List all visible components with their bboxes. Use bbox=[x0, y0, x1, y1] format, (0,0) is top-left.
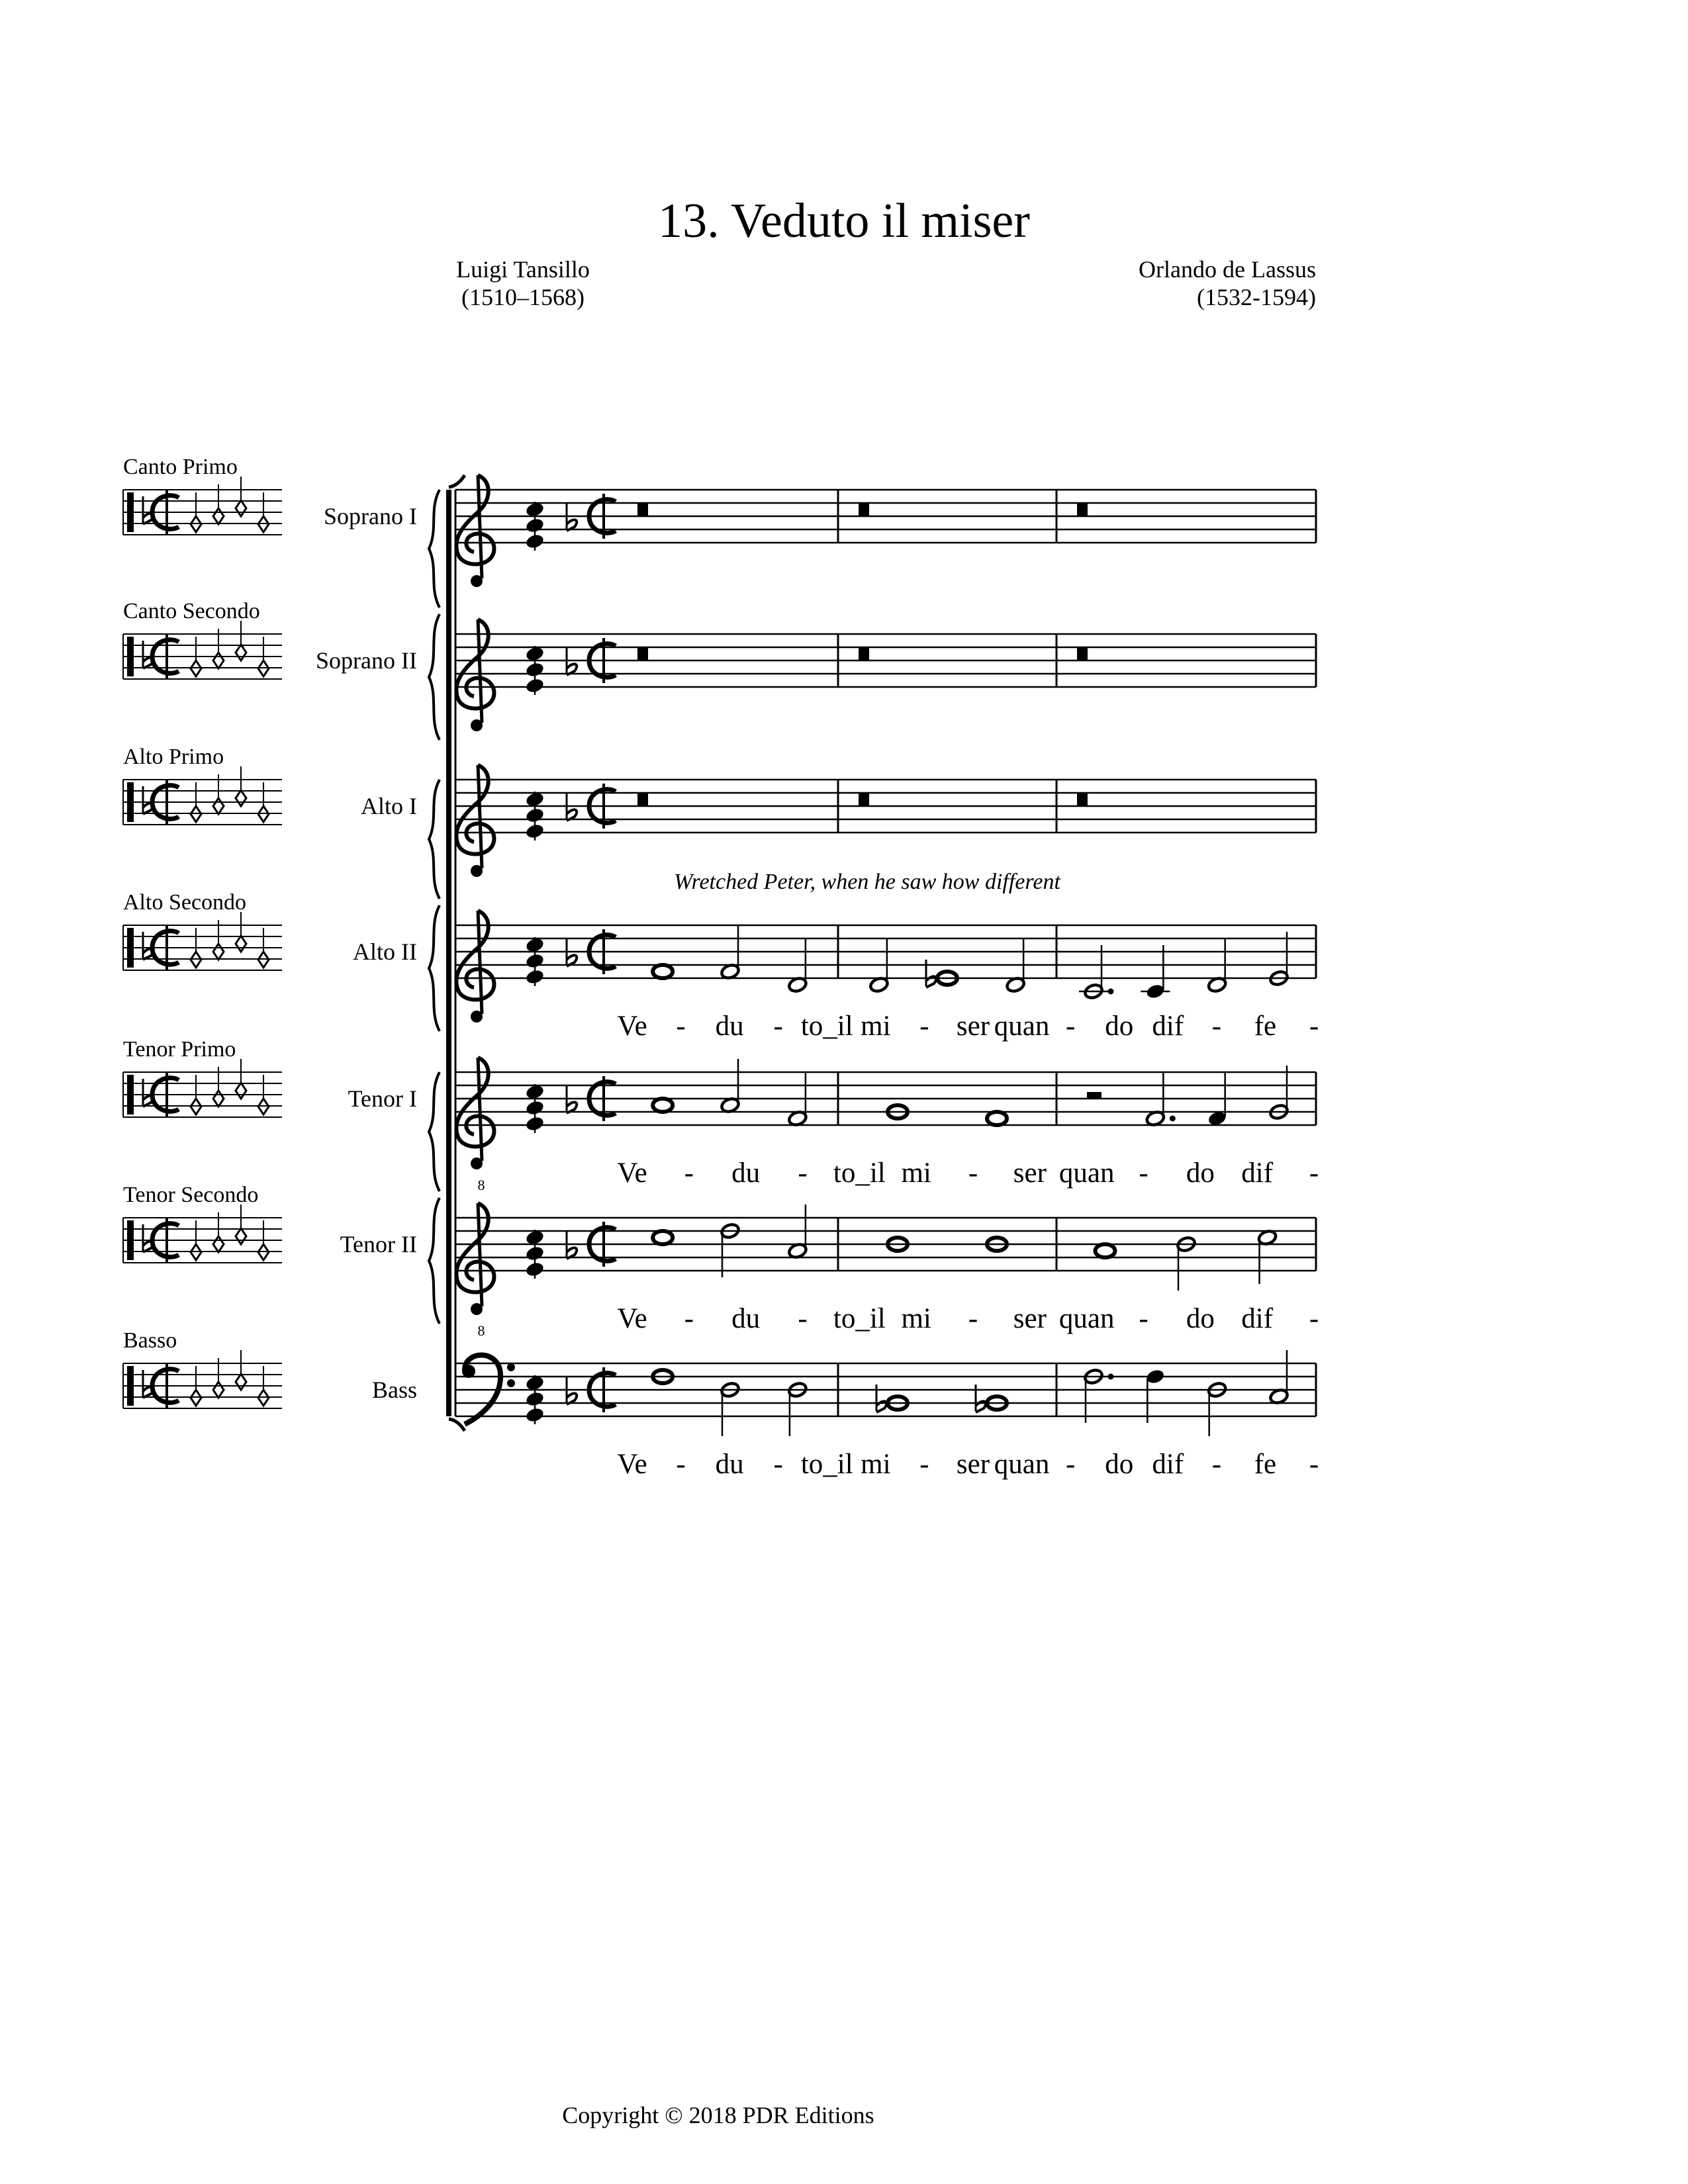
lyric-syllable: ser bbox=[956, 1011, 990, 1042]
lyric-syllable: to_il bbox=[800, 1449, 853, 1480]
staff-tenor-ii bbox=[340, 1203, 1319, 1339]
brace-tenor bbox=[429, 1072, 440, 1191]
brace-alto-2 bbox=[429, 905, 440, 1031]
lyric-hyphen: - bbox=[919, 1011, 929, 1042]
lyric-syllable: du bbox=[715, 1449, 744, 1480]
brace-soprano-2 bbox=[429, 614, 440, 740]
incipit-note bbox=[236, 1083, 246, 1099]
lyric-hyphen: - bbox=[773, 1449, 783, 1480]
lyric-syllable: ser bbox=[1013, 1303, 1047, 1334]
treble-clef bbox=[456, 475, 494, 587]
lyric-hyphen: - bbox=[1309, 1303, 1319, 1334]
incipit-label: Alto Secondo bbox=[123, 890, 247, 915]
poet-dates: (1510–1568) bbox=[461, 284, 585, 310]
lyric-hyphen: - bbox=[1065, 1011, 1076, 1042]
lyrics-line bbox=[617, 1011, 1319, 1042]
augmentation-dot bbox=[1108, 1374, 1114, 1380]
lyric-syllable: quan bbox=[994, 1449, 1050, 1480]
whole-rest bbox=[859, 503, 869, 516]
incipit-tenor-secondo bbox=[123, 1183, 282, 1263]
brace-tenor-2 bbox=[429, 1198, 440, 1324]
augmentation-dot bbox=[1170, 1116, 1176, 1122]
lyric-syllable: do bbox=[1105, 1011, 1134, 1042]
lyric-syllable: quan bbox=[1058, 1303, 1115, 1334]
lyric-hyphen: - bbox=[1211, 1449, 1222, 1480]
incipit-label: Tenor Secondo bbox=[123, 1183, 259, 1207]
incipit-label: Basso bbox=[123, 1328, 177, 1353]
augmentation-dot bbox=[1108, 989, 1114, 995]
incipit-clef bbox=[127, 637, 134, 676]
lyric-hyphen: - bbox=[919, 1449, 929, 1480]
lyric-syllable: Ve bbox=[617, 1303, 647, 1334]
lyric-syllable: Ve bbox=[617, 1158, 647, 1189]
lyric-syllable: mi bbox=[901, 1303, 931, 1334]
lyric-hyphen: - bbox=[684, 1158, 694, 1189]
score-title: 13. Veduto il miser bbox=[658, 194, 1030, 248]
voice-name: Soprano II bbox=[316, 647, 417, 674]
lyric-syllable: du bbox=[715, 1011, 744, 1042]
copyright-notice: Copyright © 2018 PDR Editions bbox=[562, 2102, 874, 2128]
voice-name: Tenor I bbox=[348, 1085, 417, 1112]
lyric-hyphen: - bbox=[1065, 1449, 1076, 1480]
incipit-note bbox=[213, 653, 224, 668]
lyric-hyphen: - bbox=[773, 1011, 783, 1042]
lyric-syllable: mi bbox=[901, 1158, 931, 1189]
octave-eight: 8 bbox=[477, 1177, 485, 1193]
treble-clef bbox=[456, 1203, 494, 1315]
incipit-note bbox=[236, 645, 246, 660]
composer-dates: (1532-1594) bbox=[1197, 284, 1316, 310]
brace-soprano bbox=[429, 490, 440, 608]
lyric-syllable: quan bbox=[994, 1011, 1050, 1042]
incipit-clef bbox=[127, 928, 134, 968]
lyric-hyphen: - bbox=[1309, 1011, 1319, 1042]
incipit-note bbox=[236, 1374, 246, 1390]
lyric-syllable: Ve bbox=[617, 1449, 647, 1480]
lyric-syllable: dif bbox=[1152, 1449, 1184, 1480]
lyric-syllable: Ve bbox=[617, 1011, 647, 1042]
accidental-flat bbox=[976, 1385, 986, 1412]
half-rest bbox=[1087, 1092, 1102, 1099]
incipit-label: Tenor Primo bbox=[123, 1037, 236, 1062]
incipit-note bbox=[213, 944, 224, 960]
lyric-syllable: do bbox=[1186, 1303, 1215, 1334]
lyric-syllable: dif bbox=[1241, 1158, 1274, 1189]
lyric-syllable: to_il bbox=[833, 1303, 886, 1334]
modern-score bbox=[316, 475, 1319, 1480]
lyric-hyphen: - bbox=[676, 1011, 686, 1042]
lyrics-line bbox=[617, 1449, 1319, 1480]
whole-rest bbox=[859, 793, 869, 806]
lyrics-line bbox=[617, 1158, 1319, 1189]
treble-clef bbox=[456, 1058, 494, 1169]
staff-soprano-ii bbox=[316, 619, 1316, 731]
voice-name: Alto I bbox=[361, 793, 417, 819]
whole-note bbox=[653, 1231, 673, 1244]
lyric-hyphen: - bbox=[798, 1303, 808, 1334]
incipit-label: Canto Primo bbox=[123, 455, 238, 479]
lyric-syllable: fe bbox=[1254, 1011, 1277, 1042]
lyric-syllable: ser bbox=[956, 1449, 990, 1480]
whole-rest bbox=[637, 503, 648, 516]
incipit-note bbox=[213, 1091, 224, 1107]
incipit-note bbox=[213, 798, 224, 814]
incipit-note bbox=[236, 500, 246, 516]
incipit-note bbox=[236, 1228, 246, 1244]
incipit-label: Canto Secondo bbox=[123, 599, 260, 623]
incipit-canto-secondo bbox=[123, 599, 282, 679]
lyric-syllable: fe bbox=[1254, 1449, 1277, 1480]
incipit-label: Alto Primo bbox=[123, 745, 224, 769]
lyric-hyphen: - bbox=[968, 1303, 978, 1334]
incipit-clef bbox=[127, 1075, 134, 1115]
lyric-syllable: to_il bbox=[833, 1158, 886, 1189]
lyric-syllable: to_il bbox=[800, 1011, 853, 1042]
incipit-alto-primo bbox=[123, 745, 282, 825]
whole-rest bbox=[1077, 503, 1088, 516]
lyric-syllable: do bbox=[1105, 1449, 1134, 1480]
lyric-hyphen: - bbox=[798, 1158, 808, 1189]
composer-name: Orlando de Lassus bbox=[1139, 256, 1316, 283]
incipit-note bbox=[236, 936, 246, 952]
incipit-basso bbox=[123, 1328, 282, 1408]
incipit-clef bbox=[127, 1220, 134, 1260]
staff-alto-i bbox=[361, 765, 1316, 877]
lyric-hyphen: - bbox=[1139, 1158, 1149, 1189]
quarter-note bbox=[1145, 983, 1166, 1000]
incipit-note bbox=[213, 1382, 224, 1398]
voice-name: Tenor II bbox=[340, 1231, 417, 1257]
whole-rest bbox=[1077, 793, 1088, 806]
accidental-flat bbox=[926, 960, 936, 987]
lyric-syllable: mi bbox=[861, 1011, 891, 1042]
whole-note bbox=[1096, 1244, 1115, 1257]
whole-rest bbox=[637, 647, 648, 660]
brace-alto bbox=[429, 780, 440, 899]
staff-soprano-i bbox=[324, 475, 1316, 587]
lyric-hyphen: - bbox=[1139, 1303, 1149, 1334]
staff-tenor-i bbox=[348, 1058, 1319, 1193]
incipit-clef bbox=[127, 1366, 134, 1406]
lyric-syllable: quan bbox=[1058, 1158, 1115, 1189]
lyric-syllable: du bbox=[731, 1158, 761, 1189]
original-clef-incipits bbox=[123, 455, 282, 1408]
lyric-syllable: du bbox=[731, 1303, 761, 1334]
octave-eight: 8 bbox=[477, 1322, 485, 1339]
quarter-note bbox=[1145, 1368, 1166, 1385]
lyric-hyphen: - bbox=[1309, 1449, 1319, 1480]
voice-name: Soprano I bbox=[324, 503, 417, 529]
lyric-hyphen: - bbox=[1211, 1011, 1222, 1042]
bracket-bottom-hook bbox=[449, 1419, 465, 1431]
lyric-hyphen: - bbox=[968, 1158, 978, 1189]
lyric-hyphen: - bbox=[676, 1449, 686, 1480]
whole-note bbox=[653, 965, 673, 978]
incipit-clef bbox=[127, 492, 134, 532]
poet-name: Luigi Tansillo bbox=[456, 256, 590, 283]
lyric-syllable: do bbox=[1186, 1158, 1215, 1189]
treble-clef bbox=[456, 765, 494, 877]
lyric-syllable: mi bbox=[861, 1449, 891, 1480]
whole-note bbox=[653, 1099, 673, 1112]
treble-clef bbox=[456, 911, 494, 1023]
translation-text: Wretched Peter, when he saw how different bbox=[674, 870, 1060, 894]
bracket-top-hook bbox=[449, 475, 465, 487]
whole-rest bbox=[1077, 647, 1088, 660]
voice-name: Alto II bbox=[353, 938, 417, 965]
staff-bass bbox=[372, 1350, 1319, 1480]
lyric-syllable: dif bbox=[1241, 1303, 1274, 1334]
incipit-tenor-primo bbox=[123, 1037, 282, 1117]
incipit-note bbox=[236, 790, 246, 806]
whole-rest bbox=[859, 647, 869, 660]
staff-alto-ii bbox=[353, 911, 1319, 1042]
lyric-hyphen: - bbox=[1309, 1158, 1319, 1189]
whole-note bbox=[987, 1112, 1007, 1125]
lyrics-line bbox=[617, 1303, 1319, 1334]
lyric-syllable: ser bbox=[1013, 1158, 1047, 1189]
incipit-note bbox=[213, 1236, 224, 1252]
incipit-canto-primo bbox=[123, 455, 282, 535]
incipit-alto-secondo bbox=[123, 890, 282, 970]
treble-clef bbox=[456, 619, 494, 731]
lyric-hyphen: - bbox=[684, 1303, 694, 1334]
lyric-syllable: dif bbox=[1152, 1011, 1184, 1042]
incipit-clef bbox=[127, 782, 134, 822]
accidental-flat bbox=[876, 1385, 886, 1412]
voice-name: Bass bbox=[371, 1377, 417, 1403]
incipit-note bbox=[213, 508, 224, 524]
whole-rest bbox=[637, 793, 648, 806]
